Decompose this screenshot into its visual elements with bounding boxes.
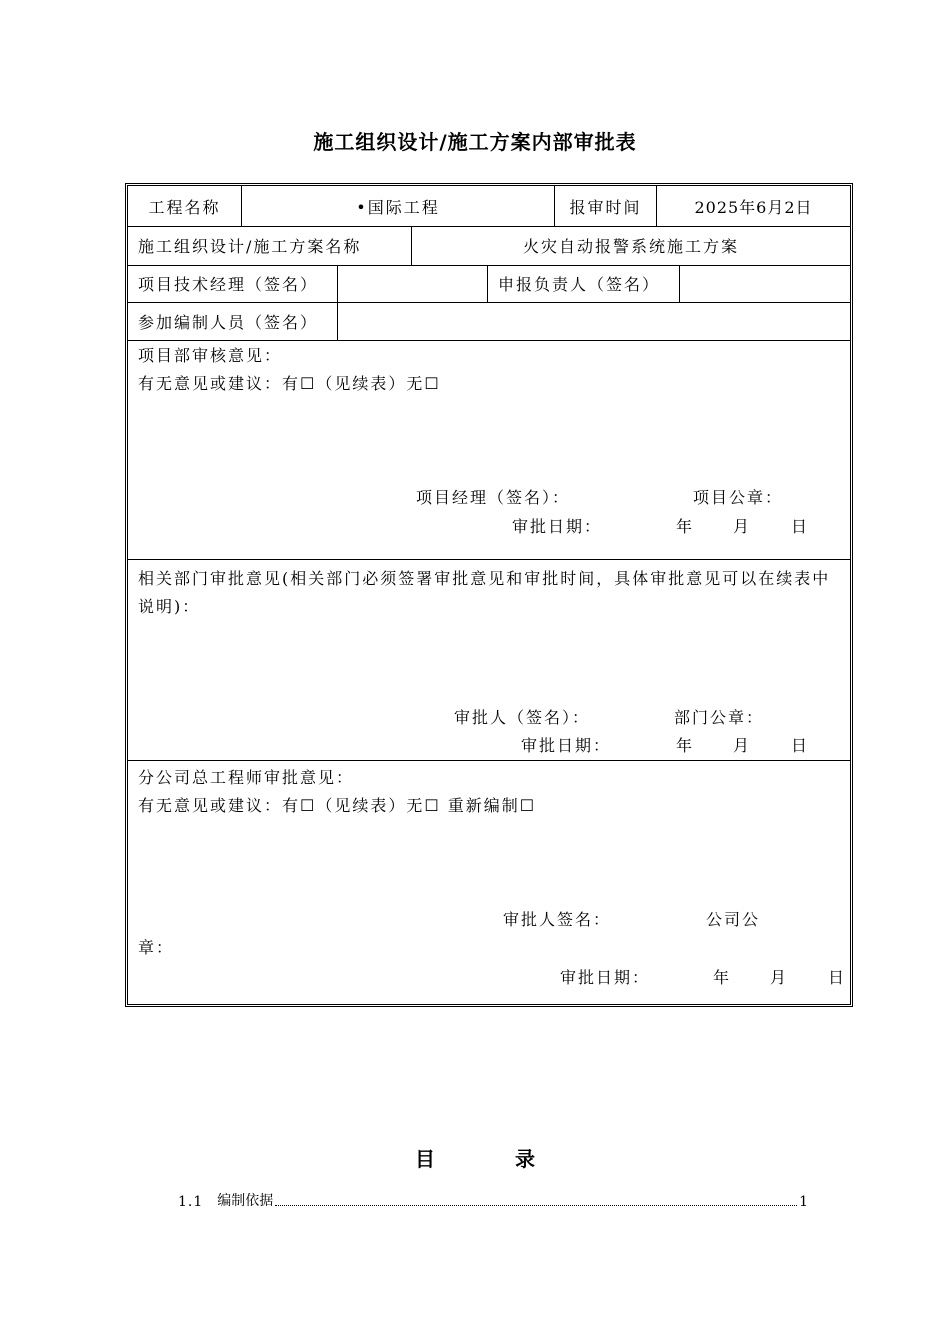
- section2-seal: 部门公章：: [674, 708, 765, 727]
- toc-entry-label: 编制依据: [217, 1193, 274, 1209]
- row-staff: [128, 302, 850, 341]
- section1-manager-sign: 项目经理（签名）：: [416, 488, 571, 507]
- page-title: 施工组织设计/施工方案内部审批表: [313, 130, 637, 154]
- tech-manager-signature-cell: [338, 265, 488, 302]
- section1-heading: 项目部审核意见：: [138, 346, 283, 365]
- project-name-value: •国际工程: [242, 186, 555, 226]
- section-related-dept-review: [128, 559, 850, 761]
- submitter-label: 申报负责人（签名）: [488, 265, 680, 302]
- staff-label: 参加编制人员（签名）: [128, 302, 338, 340]
- submitter-signature-cell: [680, 265, 850, 302]
- plan-name-value: 火灾自动报警系统施工方案: [522, 237, 739, 256]
- project-name-label: 工程名称: [128, 186, 242, 226]
- section-project-dept-review: [128, 340, 850, 560]
- row-project-info: [128, 186, 850, 227]
- section3-year: 年: [713, 968, 732, 987]
- section1-options: 有无意见或建议：有☐（见续表）无☐: [138, 374, 441, 393]
- section3-day: 日: [828, 968, 847, 987]
- section-chief-engineer-review: [128, 760, 850, 1004]
- toc-title-char2: 录: [515, 1147, 535, 1171]
- section1-seal: 项目公章：: [693, 488, 784, 507]
- submit-time-label: 报审时间: [555, 186, 657, 226]
- section3-heading: 分公司总工程师审批意见：: [138, 768, 355, 787]
- row-plan-name: [128, 226, 850, 266]
- section3-seal-part1: 公司公: [706, 910, 761, 929]
- section2-year: 年: [676, 736, 695, 755]
- tech-manager-label: 项目技术经理（签名）: [128, 265, 338, 302]
- toc-entry-number: 1.1: [178, 1194, 204, 1210]
- section2-month: 月: [733, 736, 752, 755]
- section1-month: 月: [733, 517, 752, 536]
- section2-date-label: 审批日期：: [521, 736, 612, 755]
- toc-title-char1: 目: [415, 1147, 435, 1171]
- toc-entry[interactable]: [178, 1190, 808, 1210]
- section1-date-label: 审批日期：: [512, 517, 603, 536]
- toc-entry-page: 1: [799, 1194, 808, 1210]
- row-signatures: [128, 265, 850, 303]
- submit-time-value: 2025年6月2日: [694, 197, 813, 217]
- section3-seal-part2: 章：: [138, 938, 175, 957]
- section2-heading: 相关部门审批意见(相关部门必须签署审批意见和审批时间，具体审批意见可以在续表中说明)：: [138, 569, 831, 616]
- section3-date-label: 审批日期：: [560, 968, 651, 987]
- toc-title: [415, 1143, 535, 1172]
- section3-month: 月: [770, 968, 789, 987]
- section1-year: 年: [676, 517, 695, 536]
- section2-approver-sign: 审批人（签名）：: [454, 708, 591, 727]
- section3-approver-sign: 审批人签名：: [503, 910, 612, 929]
- plan-name-label: 施工组织设计/施工方案名称: [128, 226, 412, 265]
- toc-leader-dots: [275, 1205, 797, 1206]
- section3-options: 有无意见或建议：有☐（见续表）无☐ 重新编制☐: [138, 796, 537, 815]
- section1-day: 日: [791, 517, 810, 536]
- staff-signature-cell: [338, 302, 850, 340]
- approval-form-table: [125, 183, 853, 1007]
- section2-day: 日: [791, 736, 810, 755]
